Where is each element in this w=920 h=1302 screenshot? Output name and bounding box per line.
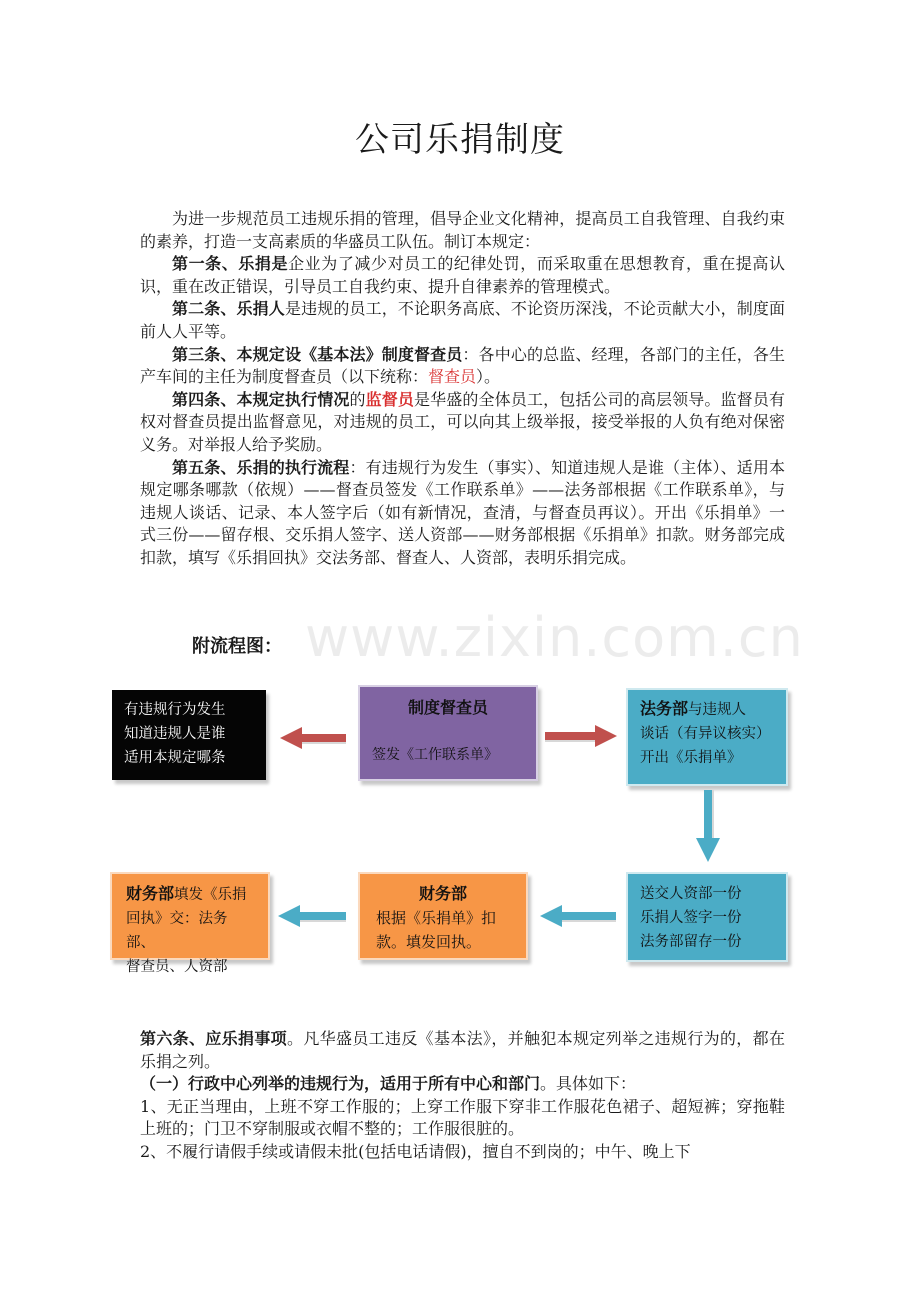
article-5-text: ：有违规行为发生（事实）、知道违规人是谁（主体）、适用本规定哪条哪款（依规）——督查员签发《工作联系单》——法务部根据《工作联系单》，与违规人谈话、记录、本人签字后（如有新情况，查清，与督查员再议）。开出《乐捐单》一式三份——留存根、交乐捐人签字、送人资部——财务部根据《乐捐单》扣款。财务部完成扣款，填写《乐捐回执》交法务部、督查人、人资部，表明乐捐完成。 <box>140 457 785 567</box>
arrow-down-blue-icon <box>695 790 721 862</box>
list-item: 2、不履行请假手续或请假未批(包括电话请假)，擅自不到岗的；中午、晚上下 <box>140 1141 691 1161</box>
section-1-tail: 。具体如下： <box>540 1074 637 1094</box>
article-6-text: 。凡华盛员工违反《基本法》，并触犯本规定列举之违规行为的，都在乐捐之列。 <box>140 1029 785 1071</box>
flow-box-finance-title: 财务部 <box>418 884 467 903</box>
flow-box-receipt-title: 财务部 <box>126 884 175 903</box>
arrow-right-red-icon <box>545 724 617 748</box>
flow-box-distribution-line: 乐捐人签字一份 <box>640 910 742 926</box>
arrow-left-blue-icon <box>540 904 618 928</box>
document-title: 公司乐捐制度 <box>355 120 565 160</box>
article-3 <box>140 344 785 389</box>
article-4-mid: 的 <box>349 389 366 409</box>
flow-box-inspector-text: 签发《工作联系单》 <box>372 747 498 763</box>
article-5-heading: 第五条、乐捐的执行流程 <box>172 457 350 477</box>
article-section-1 <box>140 208 785 570</box>
watermark-text: www.zixin.com.cn <box>305 606 804 669</box>
list-item: 1、无正当理由，上班不穿工作服的；上穿工作服下穿非工作服花色裙子、超短裤；穿拖鞋上班的；门卫不穿制服或衣帽不整的；工作服很脏的。 <box>140 1096 785 1139</box>
article-2-text: 是违规的员工，不论职务高底、不论资历深浅，不论贡献大小，制度面前人人平等。 <box>140 299 785 341</box>
article-4 <box>140 389 785 457</box>
flow-box-legal-dept <box>626 688 788 786</box>
flow-box-violation-line: 知道违规人是谁 <box>124 726 226 742</box>
flow-box-distribution <box>626 872 788 962</box>
flowchart-label: 附流程图： <box>192 636 282 657</box>
section-1-heading: （一）行政中心列举的违规行为，适用于所有中心和部门 <box>140 1074 541 1094</box>
flow-box-receipt-title-tail: 填发《乐捐 <box>174 887 247 903</box>
flow-box-finance-receipt <box>110 872 270 975</box>
article-3-red-term: 督查员 <box>428 367 477 387</box>
flow-box-legal-title-tail: 与违规人 <box>688 702 747 718</box>
flow-box-inspector <box>358 685 538 781</box>
flow-box-receipt-line: 回执》交：法务部、 <box>126 911 228 951</box>
article-3-heading: 第三条、本规定设《基本法》制度督查员 <box>172 344 463 364</box>
flow-box-receipt-line: 督查员、人资部 <box>126 959 228 975</box>
article-1 <box>140 253 785 298</box>
flow-box-distribution-line: 法务部留存一份 <box>640 934 742 950</box>
flow-box-legal-line: 谈话（有异议核实） <box>640 726 771 742</box>
flow-box-finance-line: 根据《乐捐单》扣 <box>376 909 497 927</box>
flow-box-inspector-title: 制度督查员 <box>407 698 488 717</box>
arrow-left-blue-icon <box>278 904 348 928</box>
article-5 <box>140 457 785 570</box>
article-section-2 <box>140 1028 785 1164</box>
arrow-left-red-icon <box>280 725 348 751</box>
flow-box-finance-line: 款。填发回执。 <box>376 933 482 951</box>
article-1-text: 企业为了减少对员工的纪律处罚，而采取重在思想教育，重在提高认识，重在改正错误，引导员工自我约束、提升自律素养的管理模式。 <box>140 254 785 296</box>
article-2-heading: 第二条、乐捐人 <box>172 299 285 319</box>
flow-box-receipt-line <box>126 882 254 907</box>
article-6-heading: 第六条、应乐捐事项 <box>140 1029 287 1048</box>
article-3-tail: ）。 <box>476 367 501 387</box>
article-1-heading: 第一条、乐捐是 <box>172 254 289 274</box>
article-4-text: 是华盛的全体员工，包括公司的高层领导。监督员有权对督查员提出监督意见，对违规的员工，可以向其上级举报，接受举报的人负有绝对保密义务。对举报人给予奖励。 <box>140 389 785 454</box>
flow-box-legal-title: 法务部 <box>640 699 689 718</box>
intro-paragraph: 为进一步规范员工违规乐捐的管理，倡导企业文化精神，提高员工自我管理、自我约束的素养，打造一支高素质的华盛员工队伍。制订本规定： <box>140 209 785 251</box>
section-1-heading-line <box>140 1073 785 1096</box>
article-3-text: ：各中心的总监、经理，各部门的主任，各生产车间的主任为制度督查员（以下统称： <box>140 344 785 387</box>
article-4-heading: 第四条、本规定执行情况 <box>172 389 350 409</box>
flow-box-violation <box>112 690 266 780</box>
flow-box-violation-line: 有违规行为发生 <box>124 702 226 718</box>
flow-box-finance-deduct <box>358 872 528 960</box>
flow-box-legal-line: 开出《乐捐单》 <box>640 750 742 766</box>
flow-box-legal-line <box>640 697 774 722</box>
flow-box-distribution-line: 送交人资部一份 <box>640 886 742 902</box>
flow-box-violation-line: 适用本规定哪条 <box>124 750 226 766</box>
article-4-red-term: 监督员 <box>365 389 415 409</box>
article-2 <box>140 298 785 343</box>
article-6 <box>140 1028 785 1073</box>
